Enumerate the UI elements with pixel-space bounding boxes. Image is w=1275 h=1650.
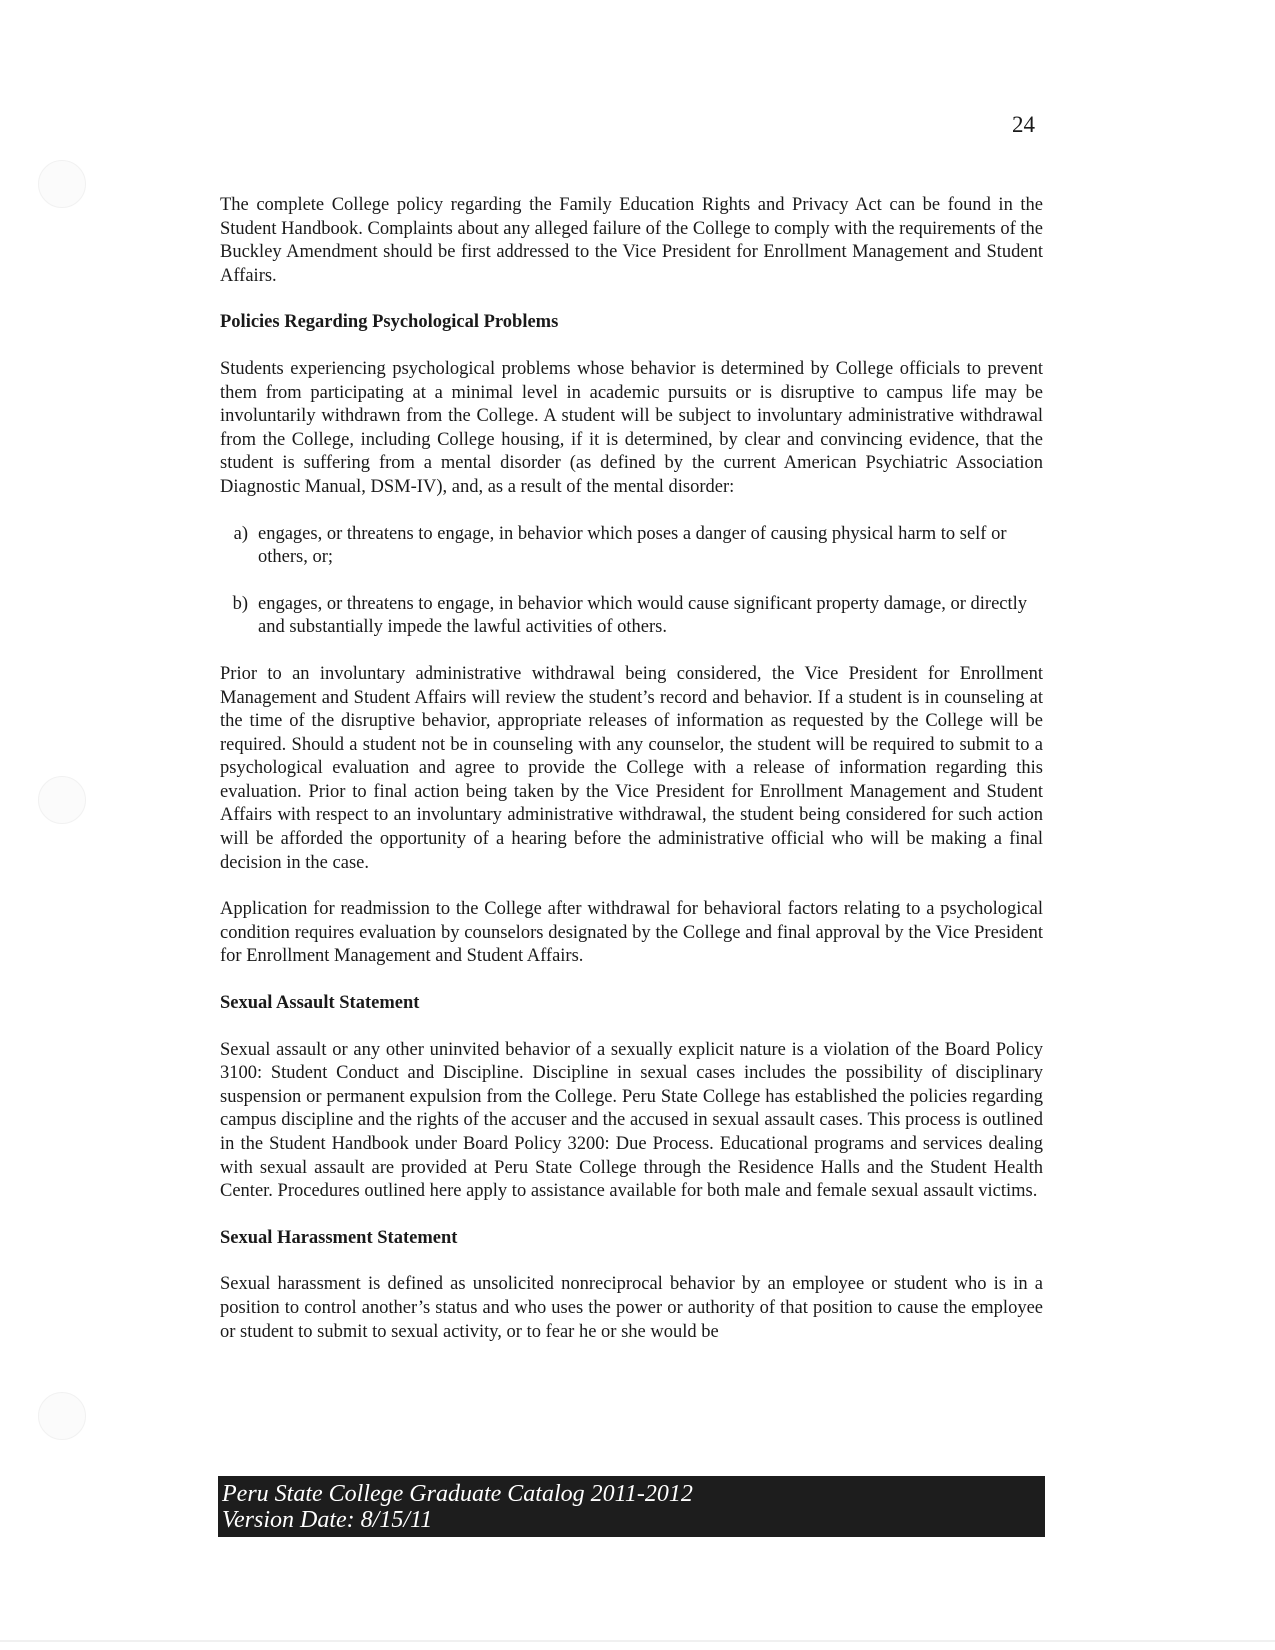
punch-hole-bottom (38, 1392, 86, 1440)
scan-edge-divider (0, 1640, 1275, 1642)
punch-hole-middle (38, 776, 86, 824)
section-heading-sexual-assault: Sexual Assault Statement (220, 993, 420, 1014)
intro-paragraph: The complete College policy regarding the Family Education Rights and Privacy Act can be found in the Student Handbook. Complaints about any alleged failure of the College to comply with the requirements of the Buckley Amendment should be first addressed to the Vice President for Enrollment Management and Student Affairs. (220, 195, 1043, 286)
list-marker: b) (232, 593, 248, 614)
list-marker: a) (233, 523, 248, 544)
footer-catalog-title: Peru State College Graduate Catalog 2011-2012 (222, 1481, 693, 1507)
footer-version-date: Version Date: 8/15/11 (222, 1507, 433, 1533)
list-item-text: engages, or threatens to engage, in behavior which would cause significant property damage, or directly and substantially impede the lawful activities of others. (258, 593, 1028, 638)
psych-paragraph-3: Application for readmission to the College after withdrawal for behavioral factors relating to a psychological condition requires evaluation by counselors designated by the College and final approval by the Vice President for Enrollment Management and Student Affairs. (220, 899, 1043, 967)
list-item (220, 523, 1043, 570)
behavior-list (220, 523, 1043, 640)
page-number: 24 (1012, 112, 1035, 137)
punch-hole-top (38, 160, 86, 208)
catalog-footer-banner (218, 1476, 1045, 1537)
list-item (220, 593, 1043, 640)
psych-paragraph-2: Prior to an involuntary administrative withdrawal being considered, the Vice President for Enrollment Management and Student Affairs will review the student’s record and behavior. If a student is in counseling at the time of the disruptive behavior, appropriate releases of information as requested by the College will be required. Should a student not be in counseling with any counselor, the student will be required to submit to a psychological evaluation and agree to provide the College with a release of information regarding this evaluation. Prior to final action being taken by the Vice President for Enrollment Management and Student Affairs with respect to an involuntary administrative withdrawal, the student being considered for such action will be afforded the opportunity of a hearing before the administrative official who will be making a final decision in the case. (220, 663, 1043, 873)
assault-paragraph: Sexual assault or any other uninvited behavior of a sexually explicit nature is a violation of the Board Policy 3100: Student Conduct and Discipline. Discipline in sexual cases includes the possibility of disciplinary suspension or permanent expulsion from the College. Peru State College has established the policies regarding campus discipline and the rights of the accuser and the accused in sexual assault cases. This process is outlined in the Student Handbook under Board Policy 3200: Due Process. Educational programs and services dealing with sexual assault are provided at Peru State College through the Residence Halls and the Student Health Center. Procedures outlined here apply to assistance available for both male and female sexual assault victims. (220, 1039, 1043, 1202)
list-item-text: engages, or threatens to engage, in behavior which poses a danger of causing physical harm to self or others, or; (258, 523, 1007, 568)
section-heading-sexual-harassment: Sexual Harassment Statement (220, 1227, 458, 1248)
section-heading-psychological: Policies Regarding Psychological Problems (220, 312, 559, 333)
psych-paragraph-1: Students experiencing psychological problems whose behavior is determined by College officials to prevent them from participating at a minimal level in academic pursuits or is disruptive to campus life may be involuntarily withdrawn from the College. A student will be subject to involuntary administrative withdrawal from the College, including College housing, if it is determined, by clear and convincing evidence, that the student is suffering from a mental disorder (as defined by the current American Psychiatric Association Diagnostic Manual, DSM-IV), and, as a result of the mental disorder: (220, 358, 1043, 497)
document-body (220, 194, 1043, 1344)
harassment-paragraph: Sexual harassment is defined as unsolicited nonreciprocal behavior by an employee or student who is in a position to control another’s status and who uses the power or authority of that position to cause the employee or student to submit to sexual activity, or to fear he or she would be (220, 1274, 1043, 1342)
